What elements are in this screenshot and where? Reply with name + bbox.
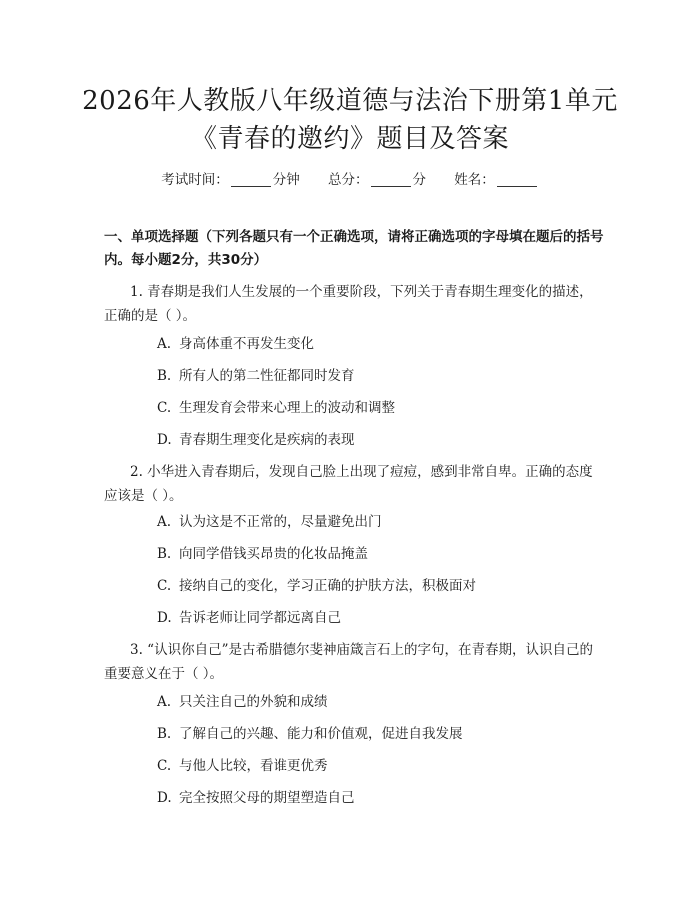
page-title: 2026年人教版八年级道德与法治下册第1单元《青春的邀约》题目及答案 (82, 86, 618, 154)
option-item: A. 身高体重不再发生变化 (157, 336, 314, 352)
name-blank (497, 172, 537, 187)
option-item: D. 告诉老师让同学都远离自己 (157, 610, 341, 626)
option-item: B. 了解自己的兴趣、能力和价值观，促进自我发展 (157, 726, 463, 742)
option-item: D. 完全按照父母的期望塑造自己 (157, 790, 355, 806)
time-blank (231, 172, 271, 187)
option-item: A. 认为这是不正常的，尽量避免出门 (157, 514, 382, 530)
student-name: 姓名： (454, 168, 539, 188)
score-blank (371, 172, 411, 187)
exam-time: 考试时间： 分钟 (161, 172, 300, 188)
option-item: C. 接纳自己的变化，学习正确的护肤方法，积极面对 (157, 578, 476, 594)
question-stem: 3. “认识你自己”是古希腊德尔斐神庙箴言石上的字句，在青春期，认识自己的重要意义在于（ ）。 (104, 642, 593, 682)
option-item: A. 只关注自己的外貌和成绩 (157, 694, 328, 710)
option-item: B. 向同学借钱买昂贵的化妆品掩盖 (157, 546, 368, 562)
exam-meta (0, 168, 700, 188)
option-item: C. 生理发育会带来心理上的波动和调整 (157, 400, 395, 416)
section-heading: 一、单项选择题（下列各题只有一个正确选项，请将正确选项的字母填在题后的括号内。每小题2分，共30分） (104, 229, 604, 268)
option-item: B. 所有人的第二性征都同时发育 (157, 368, 355, 384)
option-item: C. 与他人比较，看谁更优秀 (157, 758, 328, 774)
question-stem: 1. 青春期是我们人生发展的一个重要阶段，下列关于青春期生理变化的描述，正确的是（ ）。 (104, 284, 593, 324)
option-item: D. 青春期生理变化是疾病的表现 (157, 432, 355, 448)
question-stem: 2. 小华进入青春期后，发现自己脸上出现了痘痘，感到非常自卑。正确的态度应该是（ ）。 (104, 464, 593, 504)
exam-score: 总分： 分 (328, 172, 426, 188)
